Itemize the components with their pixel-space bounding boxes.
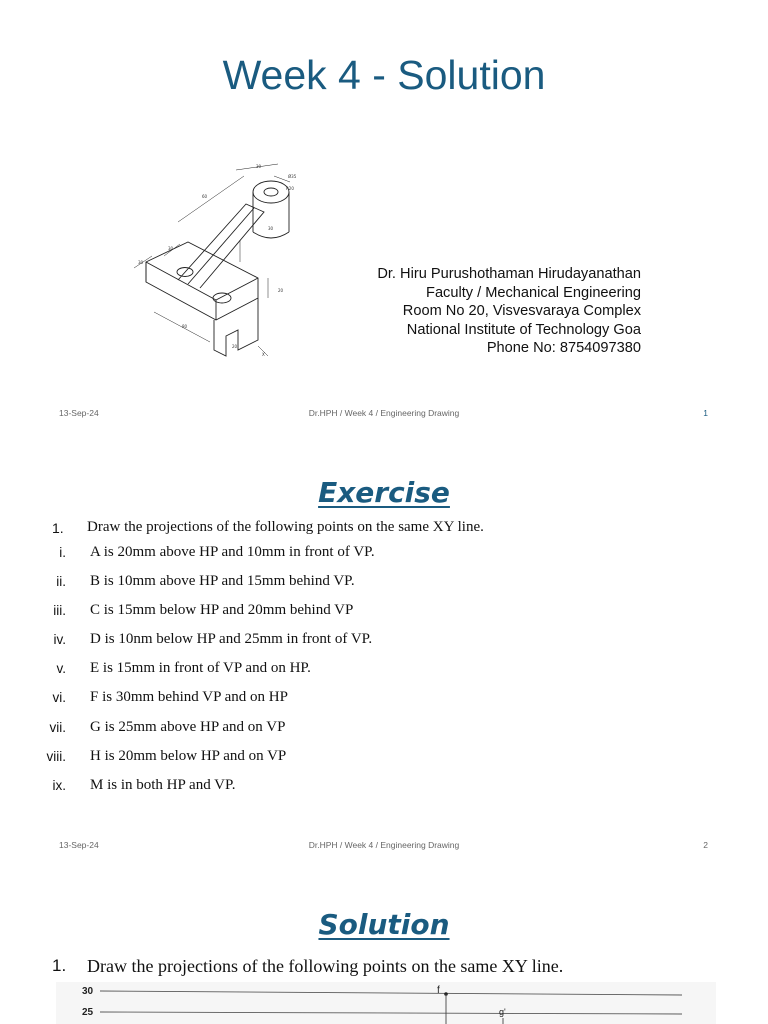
item-numeral: i.: [59, 545, 66, 560]
svg-text:30: 30: [268, 226, 274, 231]
svg-text:30: 30: [138, 260, 144, 265]
author-institute: National Institute of Technology Goa: [406, 321, 641, 338]
footer-page-number: 2: [703, 840, 708, 850]
exercise-item-list: [0, 545, 768, 807]
isometric-drawing: [128, 160, 312, 364]
item-numeral: ix.: [52, 777, 66, 793]
author-name: Dr. Hiru Purushothaman Hirudayanathan: [377, 266, 641, 282]
author-room: Room No 20, Visvesvaraya Complex: [402, 303, 641, 320]
list-item: [0, 574, 768, 603]
item-text: H is 20mm below HP and on VP: [90, 747, 287, 764]
svg-text:X: X: [262, 352, 265, 357]
solution-slide: [0, 864, 768, 1024]
label-f: f: [437, 985, 440, 996]
svg-text:20: 20: [278, 288, 284, 293]
list-item: [0, 690, 768, 719]
item-numeral: iii.: [53, 603, 66, 619]
item-numeral: viii.: [46, 748, 66, 764]
footer-date: 13-Sep-24: [59, 408, 99, 418]
item-numeral: iv.: [53, 632, 66, 648]
author-phone: Phone No: 8754097380: [486, 340, 641, 357]
svg-text:Ø35: Ø35: [288, 174, 297, 179]
list-item: [0, 749, 768, 778]
svg-text:30: 30: [168, 246, 174, 251]
footer-page-number: 1: [703, 408, 708, 418]
label-25: 25: [82, 1007, 94, 1018]
exercise-slide: [0, 432, 768, 864]
item-text: G is 25mm above HP and on VP: [90, 718, 286, 735]
title-slide: [0, 0, 768, 432]
projection-drawing: [56, 982, 716, 1024]
question-number: 1.: [52, 956, 67, 975]
item-numeral: v.: [56, 661, 66, 677]
item-text: B is 10mm above HP and 15mm behind VP.: [90, 573, 355, 590]
label-30: 30: [82, 986, 94, 997]
question-text: Draw the projections of the following points on the same XY line.: [87, 519, 484, 535]
question-number: 1.: [52, 520, 64, 536]
list-item: [0, 778, 768, 807]
list-item: [0, 632, 768, 661]
svg-text:R20: R20: [286, 186, 294, 191]
item-text: E is 15mm in front of VP and on HP.: [90, 660, 311, 677]
list-item: [0, 545, 768, 574]
footer-date: 13-Sep-24: [59, 840, 99, 850]
list-item: [0, 603, 768, 632]
item-text: C is 15mm below HP and 20mm behind VP: [90, 602, 354, 619]
footer-center: Dr.HPH / Week 4 / Engineering Drawing: [308, 408, 460, 418]
item-numeral: vi.: [52, 690, 66, 706]
question-text: Draw the projections of the following points on the same XY line.: [87, 956, 564, 976]
slide-title: Week 4 - Solution: [222, 52, 546, 98]
author-contact-block: [377, 265, 641, 358]
item-text: D is 10nm below HP and 25mm in front of VP.: [90, 631, 373, 648]
footer-center: Dr.HPH / Week 4 / Engineering Drawing: [308, 840, 460, 850]
svg-text:60: 60: [202, 194, 208, 199]
item-numeral: vii.: [49, 719, 66, 735]
list-item: [0, 661, 768, 690]
list-item: [0, 720, 768, 749]
item-text: A is 20mm above HP and 10mm in front of VP.: [90, 544, 375, 560]
label-g-prime: g': [499, 1007, 506, 1017]
svg-text:80: 80: [182, 324, 188, 329]
svg-text:20: 20: [232, 344, 238, 349]
item-text: F is 30mm behind VP and on HP: [90, 689, 288, 706]
item-numeral: ii.: [56, 574, 66, 590]
item-text: M is in both HP and VP.: [90, 776, 236, 793]
solution-heading: Solution: [318, 908, 450, 941]
exercise-heading: Exercise: [318, 476, 450, 509]
svg-text:30: 30: [256, 164, 262, 169]
author-department: Faculty / Mechanical Engineering: [426, 284, 641, 301]
